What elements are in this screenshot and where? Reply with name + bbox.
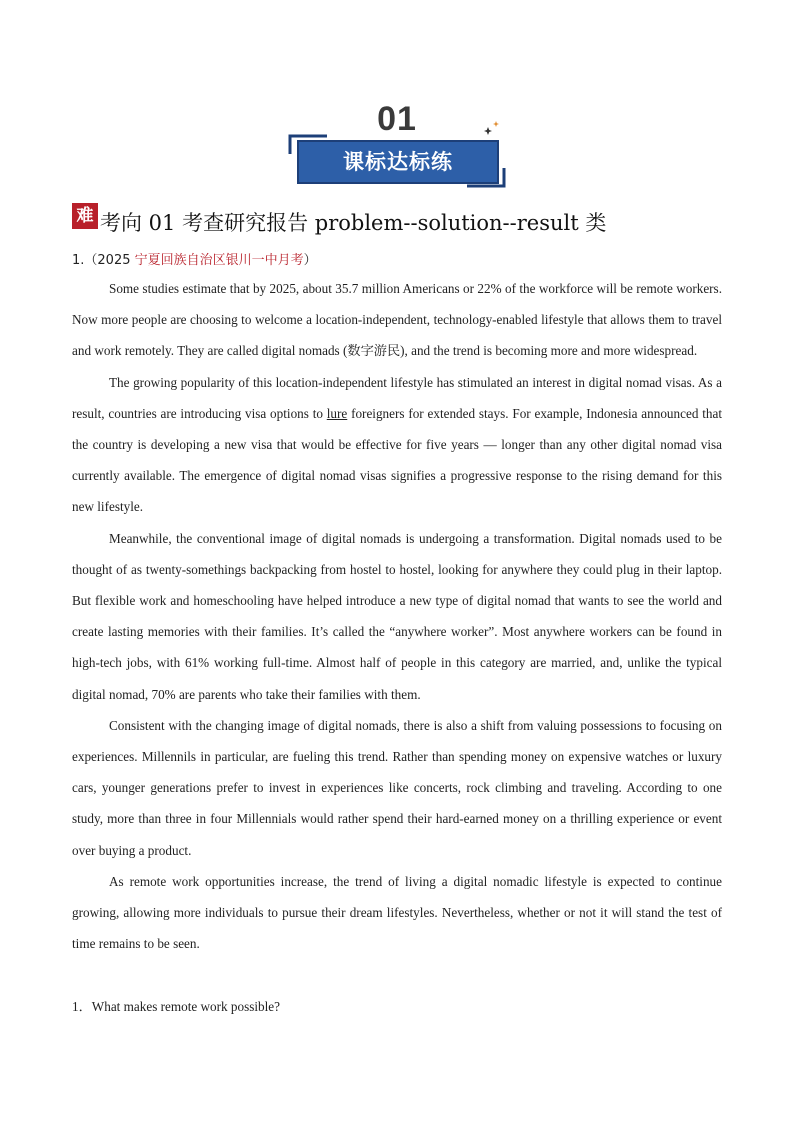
section-number: 01 — [377, 100, 417, 138]
paragraph-2-before: The growing popularity of this location-independent lifestyle has stimulated an interest in digital nomad visas. As a result, countries are introducing visa options to — [72, 374, 722, 421]
question-source-name: 宁夏回族自治区银川一中月考 — [134, 253, 304, 268]
paragraph-4: Consistent with the changing image of digital nomads, there is also a shift from valuing possessions to focusing on experiences. Millennils in particular, are fueling this trend. Rather than spending money on expensive watches or luxury cars, younger generations prefer to invest in experiences like concerts, rock climbing and traveling. According to one study, more than three in four Millennials would rather spend their hard-earned money on a thrilling experience or event over buying a product. — [72, 717, 722, 858]
paragraph-2 — [72, 367, 722, 523]
paragraph-3: Meanwhile, the conventional image of digital nomads is undergoing a transformation. Digital nomads used to be thought of as twenty-somethings backpacking from hostel to hostel, looking for anywhere they could plug in their laptop. But flexible work and homeschooling have helped introduce a new type of digital nomad that wants to see the world and create lasting memories with their families. It’s called the “anywhere worker”. Most anywhere workers can be found in high-tech jobs, with 61% working full-time. Almost half of people in this category are married, and, unlike the typical digital nomad, 70% are parents who take their families with them. — [72, 530, 722, 702]
paragraph-2-after: foreigners for extended stays. For example, Indonesia announced that the country is developing a new visa that would be effective for five years — longer than any other digital nomad visa currently available. The emergence of digital nomad visas signifies a progressive response to the rising demand for this new lifestyle. — [72, 405, 722, 515]
paragraph-5: As remote work opportunities increase, the trend of living a digital nomadic lifestyle is expected to continue growing, allowing more individuals to pursue their dream lifestyles. Nevertheless, whether or not it will stand the test of time remains to be seen. — [72, 873, 722, 952]
question-source-prefix: 1.（2025 — [72, 253, 135, 268]
banner-label: 课标达标练 — [343, 150, 453, 174]
sparkle-icon — [483, 120, 503, 138]
question-1: 1．What makes remote work possible? — [72, 999, 281, 1014]
underlined-word: lure — [326, 405, 348, 421]
paragraph-1: Some studies estimate that by 2025, about 35.7 million Americans or 22% of the workforce will be remote workers. Now more people are choosing to welcome a location-independent, technology-enabled lifestyle that allows them to travel and work remotely. They are called digital nomads (数字游民), and the trend is becoming more and more widespread. — [72, 281, 722, 359]
section-badge — [287, 100, 507, 190]
question-source — [72, 249, 317, 268]
difficulty-tag: 难 — [72, 203, 98, 229]
section-title: 考向 01 考查研究报告 problem--solution--result 类 — [100, 211, 607, 235]
reading-passage — [72, 273, 722, 959]
question-source-suffix: ） — [303, 253, 317, 268]
